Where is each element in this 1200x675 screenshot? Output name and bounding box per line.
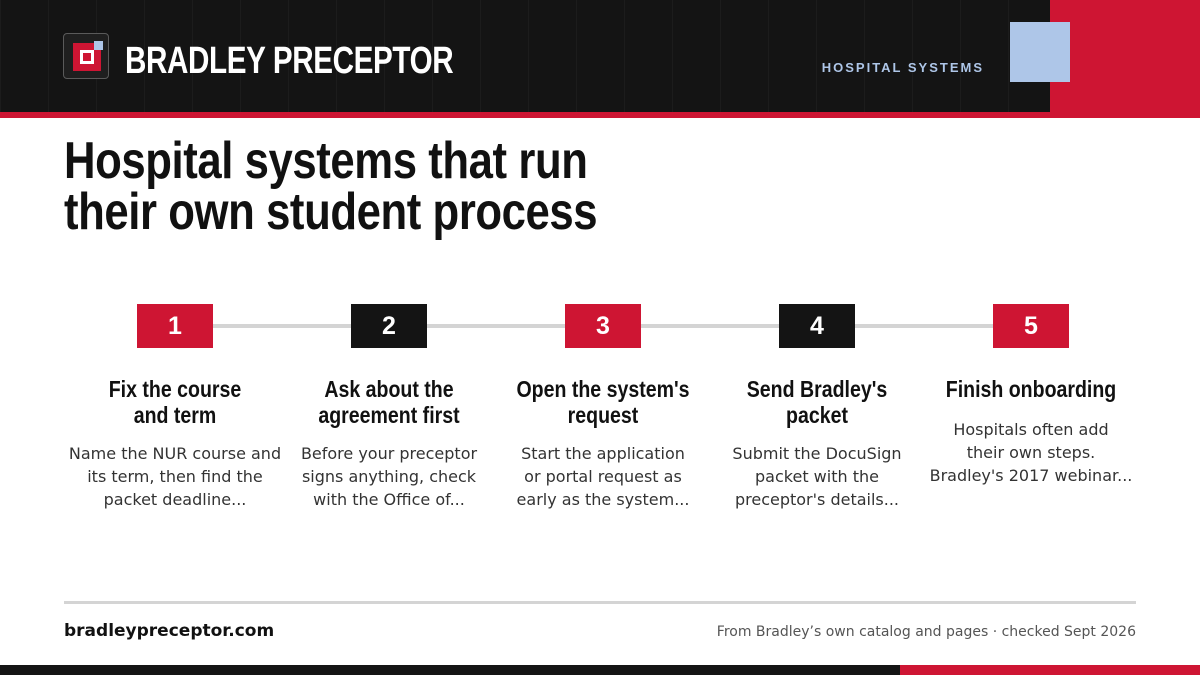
step-number-badge: 4 (779, 304, 855, 348)
step-3 (493, 304, 713, 511)
page-title (64, 132, 598, 241)
step-title (296, 376, 483, 428)
brand-logo-icon (63, 33, 109, 79)
header-divider (0, 112, 1200, 118)
step-title-line: Open the system's (516, 376, 690, 402)
step-desc-line: signs anything, check (301, 467, 477, 486)
step-desc-line: packet deadline... (103, 490, 247, 509)
step-desc-line: Name the NUR course and (68, 444, 282, 463)
step-desc-line: Bradley's 2017 webinar... (929, 466, 1133, 485)
step-desc-line: packet with the (755, 467, 879, 486)
step-title-line: agreement first (318, 402, 460, 428)
logo-red-square (73, 43, 101, 71)
step-title-line: Ask about the (324, 376, 454, 402)
step-4 (707, 304, 927, 511)
logo-white-frame (80, 50, 94, 64)
step-number-badge: 3 (565, 304, 641, 348)
step-number-badge: 2 (351, 304, 427, 348)
step-description (65, 442, 285, 511)
step-5 (921, 304, 1141, 487)
logo-blue-corner (94, 41, 103, 50)
footer-site-link[interactable]: bradleypreceptor.com (64, 621, 275, 641)
step-title-line: request (567, 402, 639, 428)
header-red-block (1050, 0, 1200, 112)
step-2 (279, 304, 499, 511)
step-number-badge: 5 (993, 304, 1069, 348)
step-desc-line: their own steps. (966, 443, 1096, 462)
step-title-line: and term (133, 402, 217, 428)
step-desc-line: Hospitals often add (953, 420, 1109, 439)
page-title-line-1: Hospital systems that run (64, 132, 588, 190)
header-blue-square (1010, 22, 1070, 82)
step-desc-line: or portal request as (524, 467, 682, 486)
step-1 (65, 304, 285, 511)
footer-divider (64, 601, 1136, 604)
step-desc-line: Submit the DocuSign (732, 444, 902, 463)
step-title (724, 376, 911, 428)
step-desc-line: with the Office of... (313, 490, 465, 509)
step-desc-line: its term, then find the (87, 467, 263, 486)
bottom-bar-red-segment (900, 665, 1200, 675)
footer-source-note: From Bradley’s own catalog and pages · checked Sept 2026 (716, 624, 1136, 640)
step-description (921, 418, 1141, 487)
step-title-line: Fix the course (108, 376, 242, 402)
page-title-line-2: their own student process (64, 183, 598, 241)
section-tag: HOSPITAL SYSTEMS (821, 60, 984, 75)
step-desc-line: Start the application (521, 444, 685, 463)
step-title (510, 376, 697, 428)
step-description (493, 442, 713, 511)
step-desc-line: preceptor's details... (734, 490, 900, 509)
step-desc-line: Before your preceptor (300, 444, 478, 463)
step-number-badge: 1 (137, 304, 213, 348)
brand-name: BRADLEY PRECEPTOR (125, 40, 454, 82)
step-description (707, 442, 927, 511)
step-title-line: packet (786, 402, 848, 428)
step-description (279, 442, 499, 511)
step-title (938, 376, 1125, 402)
step-desc-line: early as the system... (516, 490, 690, 509)
step-title-line: Send Bradley's (746, 376, 888, 402)
step-title (82, 376, 269, 428)
step-title-line: Finish onboarding (945, 376, 1117, 402)
